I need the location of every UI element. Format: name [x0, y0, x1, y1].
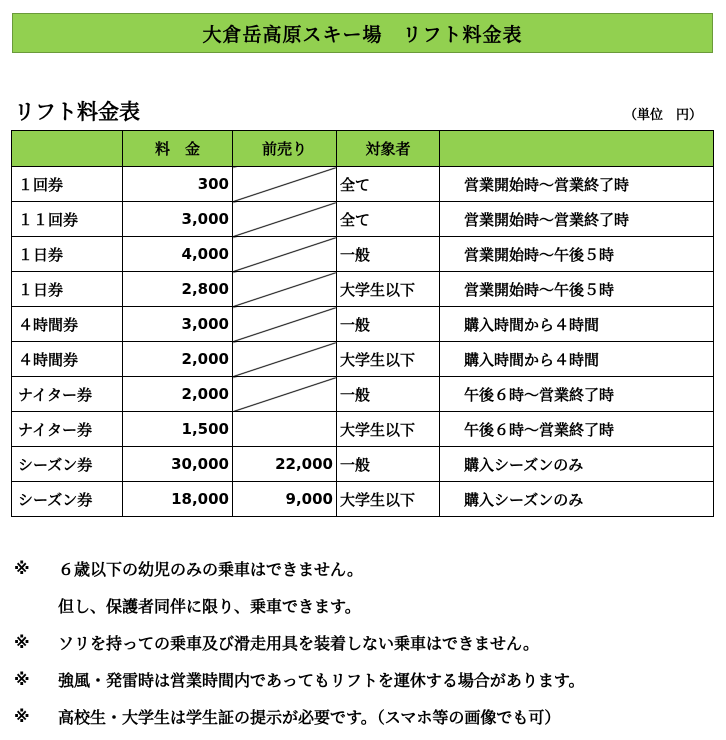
unit-label: （単位 円） [623, 108, 702, 123]
note-mark: ※ [14, 707, 30, 726]
ticket-name: １１回券 [12, 202, 123, 237]
table-row [12, 237, 714, 272]
note-text: 但し、保護者同伴に限り、乗車できます。 [58, 597, 361, 616]
note-4 [14, 698, 714, 735]
presale-na-cell [233, 342, 337, 377]
presale-na-cell [233, 202, 337, 237]
ticket-presale: 22,000 [233, 447, 337, 482]
ticket-target: 一般 [337, 447, 440, 482]
table-row [12, 377, 714, 412]
ticket-time: 購入時間から４時間 [440, 342, 714, 377]
header-target: 対象者 [337, 131, 440, 167]
note-mark: ※ [14, 670, 30, 689]
ticket-fee: 1,500 [123, 412, 233, 447]
note-1-continued [14, 587, 714, 624]
table-row [12, 307, 714, 342]
presale-na-cell [233, 272, 337, 307]
note-text: 高校生・大学生は学生証の提示が必要です。（スマホ等の画像でも可） [58, 708, 561, 727]
table-row [12, 202, 714, 237]
presale-na-cell [233, 167, 337, 202]
header-presale: 前売り [233, 131, 337, 167]
ticket-name: ナイター券 [12, 412, 123, 447]
table-row [12, 272, 714, 307]
ticket-time: 営業開始時～営業終了時 [440, 202, 714, 237]
ticket-fee: 3,000 [123, 202, 233, 237]
ticket-fee: 2,800 [123, 272, 233, 307]
note-2 [14, 624, 714, 661]
note-3 [14, 661, 714, 698]
table-row [12, 167, 714, 202]
note-1 [14, 550, 714, 587]
ticket-name: １回券 [12, 167, 123, 202]
header-ticket-type [12, 131, 123, 167]
table-row [12, 482, 714, 517]
presale-empty-cell [233, 412, 337, 447]
ticket-time: 購入シーズンのみ [440, 447, 714, 482]
header-time [440, 131, 714, 167]
table-row [12, 342, 714, 377]
page-banner-title: 大倉岳高原スキー場 リフト料金表 [12, 13, 713, 53]
ticket-time: 購入シーズンのみ [440, 482, 714, 517]
ticket-target: 全て [337, 202, 440, 237]
ticket-fee: 3,000 [123, 307, 233, 342]
presale-na-cell [233, 377, 337, 412]
ticket-fee: 2,000 [123, 342, 233, 377]
presale-na-cell [233, 307, 337, 342]
note-text: 強風・発雷時は営業時間内であってもリフトを運休する場合があります。 [58, 671, 585, 690]
ticket-fee: 30,000 [123, 447, 233, 482]
ticket-time: 営業開始時～午後５時 [440, 237, 714, 272]
notes-section [14, 550, 714, 735]
note-mark: ※ [14, 559, 30, 578]
ticket-target: 一般 [337, 377, 440, 412]
section-title: リフト料金表 [14, 100, 140, 124]
ticket-fee: 2,000 [123, 377, 233, 412]
ticket-target: 大学生以下 [337, 342, 440, 377]
ticket-time: 営業開始時～営業終了時 [440, 167, 714, 202]
ticket-time: 購入時間から４時間 [440, 307, 714, 342]
ticket-presale: 9,000 [233, 482, 337, 517]
ticket-name: シーズン券 [12, 482, 123, 517]
table-row [12, 412, 714, 447]
ticket-name: １日券 [12, 237, 123, 272]
ticket-time: 営業開始時～午後５時 [440, 272, 714, 307]
ticket-target: 全て [337, 167, 440, 202]
note-text: ソリを持っての乗車及び滑走用具を装着しない乗車はできません。 [58, 634, 539, 653]
ticket-fee: 300 [123, 167, 233, 202]
ticket-name: ４時間券 [12, 342, 123, 377]
ticket-fee: 18,000 [123, 482, 233, 517]
table-row [12, 447, 714, 482]
ticket-target: 一般 [337, 237, 440, 272]
note-text: ６歳以下の幼児のみの乗車はできません。 [58, 560, 363, 579]
note-mark: ※ [14, 633, 30, 652]
ticket-target: 大学生以下 [337, 482, 440, 517]
ticket-name: シーズン券 [12, 447, 123, 482]
lift-fee-table [11, 130, 714, 517]
ticket-name: ナイター券 [12, 377, 123, 412]
presale-na-cell [233, 237, 337, 272]
ticket-name: ４時間券 [12, 307, 123, 342]
ticket-target: 大学生以下 [337, 412, 440, 447]
table-header-row [12, 131, 714, 167]
ticket-fee: 4,000 [123, 237, 233, 272]
header-fee: 料 金 [123, 131, 233, 167]
ticket-name: １日券 [12, 272, 123, 307]
ticket-target: 一般 [337, 307, 440, 342]
ticket-target: 大学生以下 [337, 272, 440, 307]
ticket-time: 午後６時～営業終了時 [440, 412, 714, 447]
ticket-time: 午後６時～営業終了時 [440, 377, 714, 412]
